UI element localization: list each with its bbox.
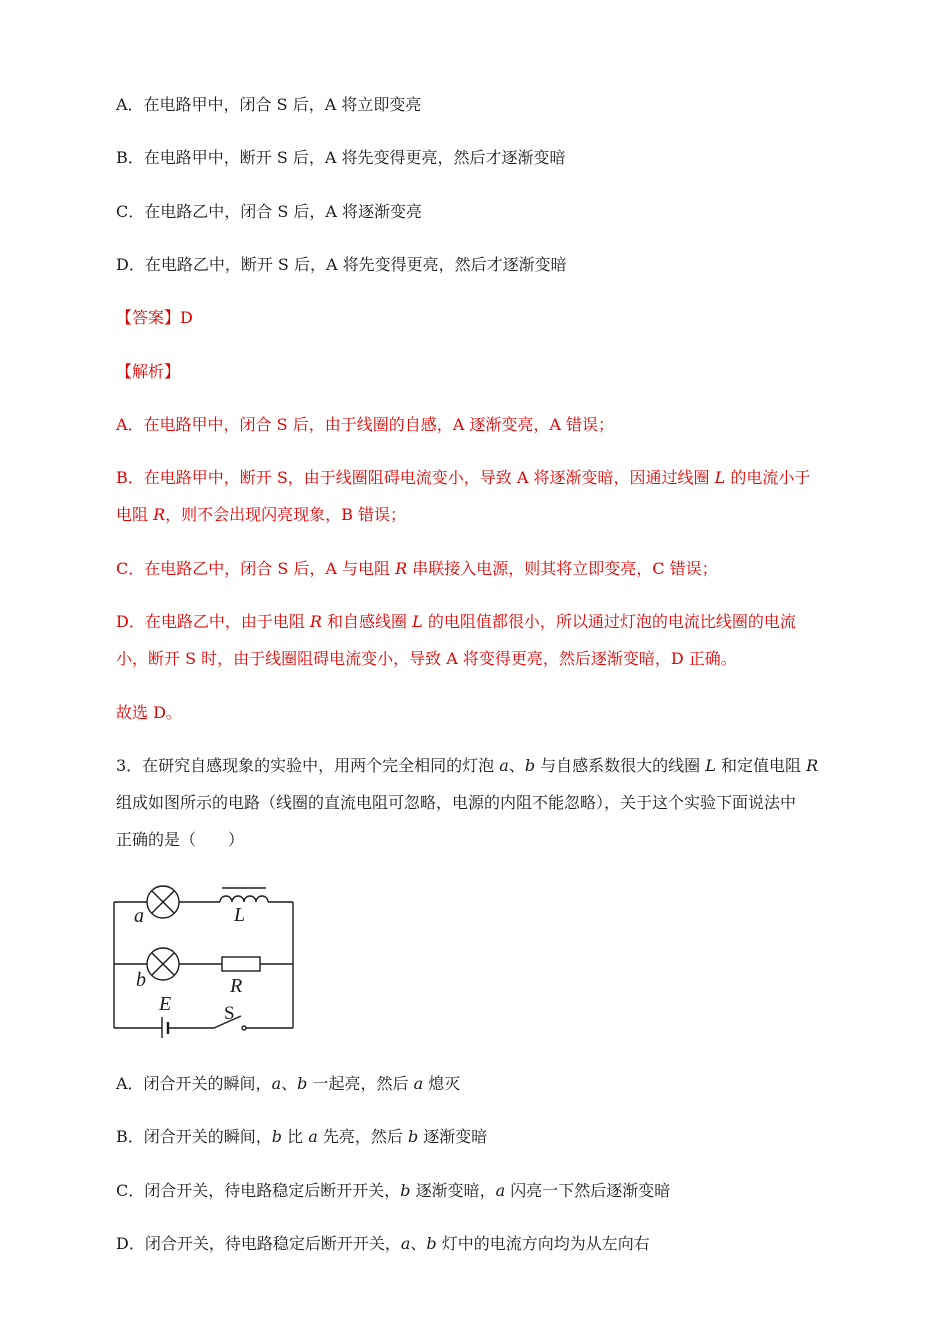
- analysis-d-line2: 小，断开 S 时，由于线圈阻碍电流变小，导致 A 将变得更亮，然后逐渐变暗，D 正确。: [116, 649, 737, 668]
- label-a: a: [134, 905, 144, 927]
- text-segment: 、: [508, 756, 525, 775]
- text-segment: D．在电路乙中，由于电阻: [116, 612, 310, 631]
- symbol-a: a: [400, 1234, 411, 1253]
- switch-contact: [242, 1026, 246, 1030]
- analysis-b-line1: [116, 467, 810, 489]
- text-segment: 和自感线圈: [321, 612, 413, 631]
- text-segment: 比: [282, 1127, 309, 1146]
- text-segment: 灯中的电流方向均为从左向右: [436, 1234, 650, 1253]
- symbol-b: b: [407, 1127, 419, 1146]
- text-segment: C．在电路乙中，闭合 S 后，A 与电阻: [116, 559, 396, 578]
- answer-value: D: [180, 308, 193, 327]
- symbol-a: a: [495, 1181, 506, 1200]
- text-segment: 的电阻值都很小，所以通过灯泡的电流比线圈的电流: [422, 612, 796, 631]
- symbol-L: L: [412, 612, 423, 631]
- text-segment: 、: [410, 1234, 427, 1253]
- option-a: A．在电路甲中，闭合 S 后，A 将立即变亮: [116, 95, 422, 114]
- q3-option-a: [116, 1073, 460, 1095]
- analysis-d-line1: [116, 611, 796, 633]
- resistor-icon: [222, 957, 260, 971]
- text-segment: 3．在研究自感现象的实验中，用两个完全相同的灯泡: [116, 756, 500, 775]
- answer-line: [116, 307, 193, 329]
- symbol-L: L: [705, 756, 716, 775]
- label-b: b: [136, 969, 146, 991]
- conclusion: 故选 D。: [116, 703, 182, 722]
- q3-stem-line1: [116, 755, 818, 777]
- analysis-b-line2: [116, 504, 406, 526]
- option-d: D．在电路乙中，断开 S 后，A 将先变得更亮，然后才逐渐变暗: [116, 255, 567, 274]
- symbol-R: R: [395, 559, 408, 578]
- text-segment: 的电流小于: [725, 468, 811, 487]
- q3-stem-line2: 组成如图所示的电路（线圈的直流电阻可忽略，电源的内阻不能忽略），关于这个实验下面说法中: [116, 793, 797, 812]
- label-L: L: [234, 904, 246, 926]
- text-segment: ，则不会出现闪亮现象，B 错误；: [165, 505, 406, 524]
- analysis-a: A．在电路甲中，闭合 S 后，由于线圈的自感，A 逐渐变亮，A 错误；: [116, 415, 614, 434]
- symbol-b: b: [271, 1127, 283, 1146]
- symbol-b: b: [524, 756, 536, 775]
- option-b: B．在电路甲中，断开 S 后，A 将先变得更亮，然后才逐渐变暗: [116, 148, 566, 167]
- option-c: C．在电路乙中，闭合 S 后，A 将逐渐变亮: [116, 202, 423, 221]
- text-segment: 电阻: [116, 505, 154, 524]
- text-segment: 逐渐变暗，: [410, 1181, 496, 1200]
- text-segment: 串联接入电源，则其将立即变亮，C 错误；: [407, 559, 718, 578]
- label-R: R: [230, 975, 243, 997]
- text-segment: 和定值电阻: [715, 756, 807, 775]
- circuit-diagram: [104, 878, 304, 1038]
- text-segment: C．闭合开关，待电路稳定后断开开关，: [116, 1181, 401, 1200]
- symbol-a: a: [499, 756, 509, 775]
- q3-stem-line3: 正确的是（ ）: [116, 830, 245, 849]
- symbol-R: R: [153, 505, 166, 524]
- symbol-b: b: [426, 1234, 437, 1253]
- label-S: S: [224, 1003, 235, 1024]
- text-segment: D．闭合开关，待电路稳定后断开开关，: [116, 1234, 401, 1253]
- symbol-L: L: [714, 468, 726, 487]
- analysis-c: [116, 558, 718, 580]
- label-E: E: [159, 993, 172, 1015]
- symbol-b: b: [297, 1074, 308, 1093]
- symbol-a: a: [413, 1074, 424, 1093]
- q3-option-b: [116, 1126, 487, 1148]
- text-segment: B．在电路甲中，断开 S，由于线圈阻碍电流变小，导致 A 将逐渐变暗，因通过线圈: [116, 468, 715, 487]
- analysis-label: 【解析】: [116, 362, 181, 381]
- text-segment: 与自感系数很大的线圈: [535, 756, 706, 775]
- symbol-R: R: [309, 612, 322, 631]
- text-segment: 闪亮一下然后逐渐变暗: [505, 1181, 671, 1200]
- text-segment: A．闭合开关的瞬间，: [116, 1074, 272, 1093]
- text-segment: 先亮，然后: [317, 1127, 408, 1146]
- symbol-a: a: [271, 1074, 282, 1093]
- text-segment: 熄灭: [423, 1074, 461, 1093]
- text-segment: 一起亮，然后: [307, 1074, 414, 1093]
- symbol-a: a: [308, 1127, 318, 1146]
- q3-option-d: [116, 1233, 650, 1255]
- symbol-R: R: [806, 756, 819, 775]
- text-segment: 逐渐变暗: [418, 1127, 488, 1146]
- text-segment: 、: [281, 1074, 298, 1093]
- symbol-b: b: [400, 1181, 411, 1200]
- q3-option-c: [116, 1180, 670, 1202]
- text-segment: B．闭合开关的瞬间，: [116, 1127, 272, 1146]
- inductor-icon: [220, 896, 268, 902]
- answer-label: 【答案】: [116, 308, 181, 327]
